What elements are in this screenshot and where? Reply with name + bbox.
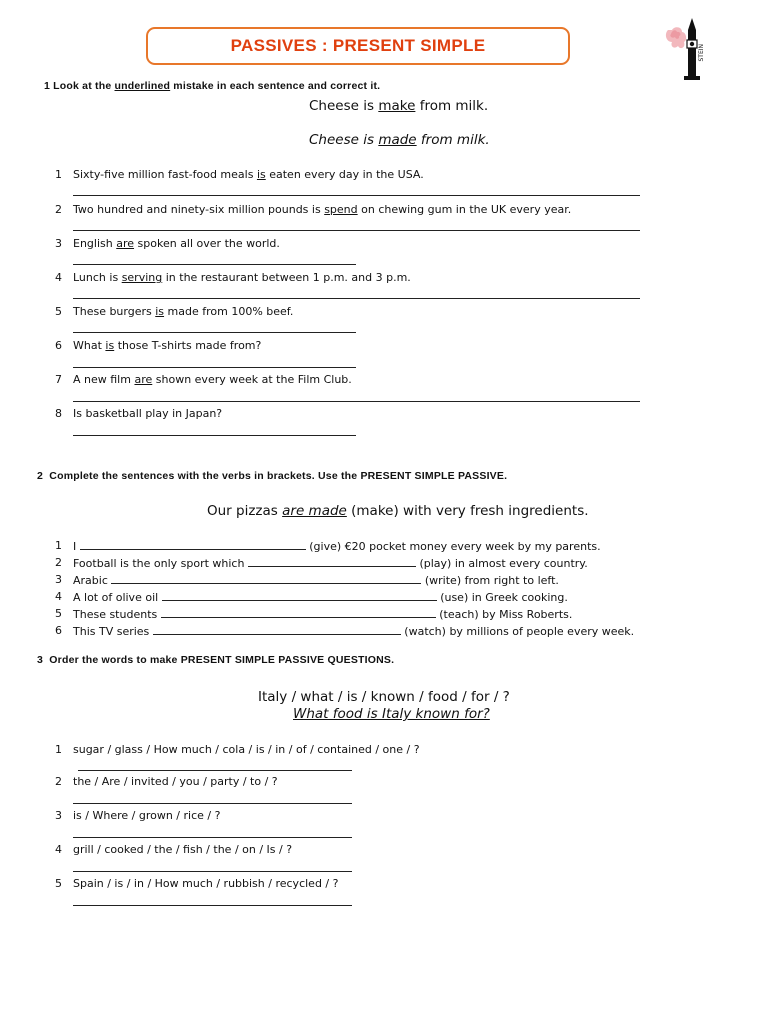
page-title: PASSIVES : PRESENT SIMPLE <box>230 36 486 55</box>
blank-line[interactable] <box>80 539 306 550</box>
section3-item-5: Spain / is / in / How much / rubbish / recycled / ? <box>73 877 339 890</box>
answer-line[interactable] <box>73 264 356 265</box>
section3-instruction <box>37 654 394 666</box>
section2-number: 2 <box>37 470 44 482</box>
section1-number: 1 <box>44 80 51 92</box>
blank-line[interactable] <box>161 607 436 618</box>
title-box <box>146 27 570 65</box>
section2-item-2 <box>73 556 588 570</box>
blank-line[interactable] <box>111 573 421 584</box>
item-text: English <box>73 237 113 250</box>
item-text: shown every week at the Film Club. <box>155 373 352 386</box>
item-number: 3 <box>55 237 62 250</box>
item-text: Sixty-five million fast-food meals <box>73 168 254 181</box>
item-number: 4 <box>55 843 62 856</box>
item-number: 1 <box>55 168 62 181</box>
section2-instruction <box>37 470 507 482</box>
item-text: These burgers <box>73 305 152 318</box>
item-number: 5 <box>55 305 62 318</box>
answer-correction: made <box>378 132 417 148</box>
section2-item-3 <box>73 573 559 587</box>
example-answer: are made <box>282 503 347 519</box>
item-text: Two hundred and ninety-six million pounds is <box>73 203 321 216</box>
item-text: Arabic <box>73 574 108 587</box>
instruction-text: mistake in each sentence and correct it. <box>173 80 381 92</box>
answer-line[interactable] <box>73 195 640 196</box>
item-text: Lunch is <box>73 271 119 284</box>
item-text: eaten every day in the USA. <box>269 168 424 181</box>
item-text: I <box>73 540 77 553</box>
section1-item-6 <box>73 339 261 352</box>
item-mistake: are <box>134 373 153 386</box>
item-number: 5 <box>55 877 62 890</box>
answer-line[interactable] <box>78 770 352 771</box>
item-number: 6 <box>55 339 62 352</box>
item-text: What <box>73 339 102 352</box>
item-text: (give) €20 pocket money every week by my parents. <box>309 540 601 553</box>
item-text: A lot of olive oil <box>73 591 159 604</box>
instruction-underlined: underlined <box>114 80 171 92</box>
item-number: 1 <box>55 539 62 552</box>
section3-item-3: is / Where / grown / rice / ? <box>73 809 221 822</box>
answer-line[interactable] <box>73 803 352 804</box>
section2-item-4 <box>73 590 568 604</box>
answer-text: Cheese is <box>309 132 375 148</box>
item-text: (use) in Greek cooking. <box>440 591 568 604</box>
item-mistake: is <box>155 305 165 318</box>
item-number: 1 <box>55 743 62 756</box>
item-number: 2 <box>55 556 62 569</box>
answer-line[interactable] <box>73 837 352 838</box>
answer-line[interactable] <box>73 871 352 872</box>
section1-instruction <box>44 80 380 92</box>
section2-item-1 <box>73 539 601 553</box>
answer-line[interactable] <box>73 367 356 368</box>
item-number: 3 <box>55 573 62 586</box>
section3-number: 3 <box>37 654 44 666</box>
section2-item-6 <box>73 624 634 638</box>
section3-item-2: the / Are / invited / you / party / to / ? <box>73 775 278 788</box>
instruction-text: Look at the <box>53 80 112 92</box>
section1-item-5 <box>73 305 293 318</box>
example-text: (make) with very fresh ingredients. <box>351 503 589 519</box>
answer-line[interactable] <box>73 298 640 299</box>
item-number: 8 <box>55 407 62 420</box>
item-text: spoken all over the world. <box>137 237 280 250</box>
item-text: This TV series <box>73 625 150 638</box>
instruction-text: Order the words to make PRESENT SIMPLE PASSIVE QUESTIONS. <box>49 654 395 666</box>
section1-item-2 <box>73 203 571 216</box>
answer-line[interactable] <box>73 401 640 402</box>
example-text: Cheese is <box>309 98 375 114</box>
instruction-text: Complete the sentences with the verbs in brackets. Use the PRESENT SIMPLE PASSIVE. <box>49 470 508 482</box>
blank-line[interactable] <box>153 624 401 635</box>
section3-item-1: sugar / glass / How much / cola / is / in / of / contained / one / ? <box>73 743 420 756</box>
item-text: (teach) by Miss Roberts. <box>439 608 573 621</box>
item-mistake: serving <box>121 271 163 284</box>
logo <box>660 16 710 82</box>
item-text: in the restaurant between 1 p.m. and 3 p.m. <box>165 271 411 284</box>
item-mistake: spend <box>324 203 358 216</box>
section3-item-4: grill / cooked / the / fish / the / on / Is / ? <box>73 843 293 856</box>
blank-line[interactable] <box>248 556 416 567</box>
section1-item-8 <box>73 407 222 420</box>
logo-text: STEIN <box>698 44 705 62</box>
item-text: (play) in almost every country. <box>419 557 588 570</box>
item-text: A new film <box>73 373 131 386</box>
item-text: (watch) by millions of people every week. <box>404 625 635 638</box>
item-number: 7 <box>55 373 62 386</box>
section3-example: Italy / what / is / known / food / for / ? <box>258 689 510 705</box>
item-mistake: is <box>105 339 115 352</box>
item-number: 2 <box>55 775 62 788</box>
example-text: Our pizzas <box>207 503 278 519</box>
item-number: 6 <box>55 624 62 637</box>
answer-line[interactable] <box>73 435 356 436</box>
item-text: (write) from right to left. <box>424 574 559 587</box>
item-text: those T-shirts made from? <box>117 339 262 352</box>
section2-item-5 <box>73 607 572 621</box>
item-mistake: is <box>256 168 266 181</box>
example-text: from milk. <box>419 98 489 114</box>
section3-example-answer: What food is Italy known for? <box>293 706 490 722</box>
section1-example <box>309 98 488 114</box>
item-number: 5 <box>55 607 62 620</box>
answer-line[interactable] <box>73 332 356 333</box>
section1-item-1 <box>73 168 424 181</box>
section1-item-3 <box>73 237 280 250</box>
answer-text: from milk. <box>420 132 490 148</box>
answer-line[interactable] <box>73 230 640 231</box>
item-number: 2 <box>55 203 62 216</box>
item-text: Football is the only sport which <box>73 557 245 570</box>
section2-example <box>207 503 589 519</box>
item-number: 4 <box>55 590 62 603</box>
item-text: These students <box>73 608 158 621</box>
section1-item-7 <box>73 373 352 386</box>
item-text: on chewing gum in the UK every year. <box>361 203 572 216</box>
item-text: Is basketball play in Japan? <box>73 407 223 420</box>
item-text: made from 100% beef. <box>167 305 294 318</box>
item-mistake: are <box>116 237 135 250</box>
item-number: 3 <box>55 809 62 822</box>
example-mistake: make <box>378 98 416 114</box>
answer-line[interactable] <box>73 905 352 906</box>
blank-line[interactable] <box>162 590 437 601</box>
section1-example-answer <box>309 132 490 148</box>
item-number: 4 <box>55 271 62 284</box>
section1-item-4 <box>73 271 411 284</box>
